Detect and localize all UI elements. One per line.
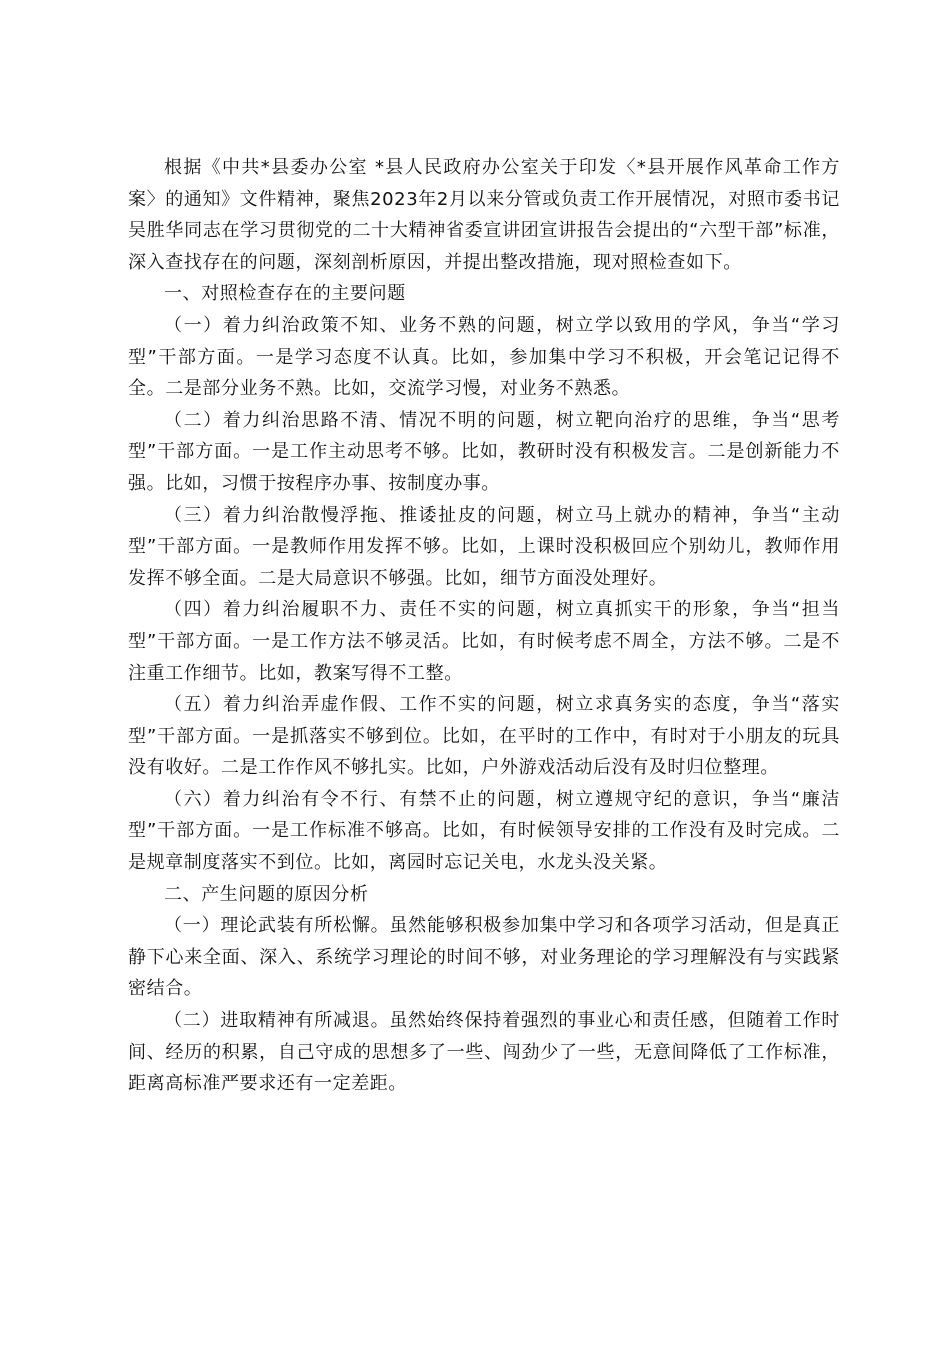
item-6-paragraph: （六）着力纠治有令不行、有禁不止的问题，树立遵规守纪的意识，争当“廉洁型”干部方面。一是工作标准不够高。比如，有时候领导安排的工作没有及时完成。二是规章制度落实不到位。比如，离园时忘记关电，水龙头没关紧。 xyxy=(128,788,840,874)
intro-paragraph: 根据《中共*县委办公室 *县人民政府办公室关于印发〈*县开展作风革命工作方案〉的通知》文件精神，聚焦2023年2月以来分管或负责工作开展情况，对照市委书记吴胜华同志在学习贯彻党的二十大精神省委宣讲团宣讲报告会提出的“六型干部”标准，深入查找存在的问题，深刻剖析原因，并提出整改措施，现对照检查如下。 xyxy=(128,157,840,273)
item-1-paragraph: （一）着力纠治政策不知、业务不熟的问题，树立学以致用的学风，争当“学习型”干部方面。一是学习态度不认真。比如，参加集中学习不积极，开会笔记记得不全。二是部分业务不熟。比如，交流学习慢，对业务不熟悉。 xyxy=(128,314,840,400)
section-2-heading: 二、产生问题的原因分析 xyxy=(164,883,369,905)
item-2-paragraph: （二）着力纠治思路不清、情况不明的问题，树立靶向治疗的思维，争当“思考型”干部方面。一是工作主动思考不够。比如，教研时没有积极发言。二是创新能力不强。比如，习惯于按程序办事、按制度办事。 xyxy=(128,409,840,494)
cause-1-paragraph: （一）理论武装有所松懈。虽然能够积极参加集中学习和各项学习活动，但是真正静下心来全面、深入、系统学习理论的时间不够，对业务理论的学习理解没有与实践紧密结合。 xyxy=(128,915,840,1000)
item-4-paragraph: （四）着力纠治履职不力、责任不实的问题，树立真抓实干的形象，争当“担当型”干部方面。一是工作方法不够灵活。比如，有时候考虑不周全，方法不够。二是不注重工作细节。比如，教案写得不工整。 xyxy=(128,599,840,684)
cause-2-paragraph: （二）进取精神有所减退。虽然始终保持着强烈的事业心和责任感，但随着工作时间、经历的积累，自己守成的思想多了一些、闯劲少了一些，无意间降低了工作标准，距离高标准严要求还有一定差距。 xyxy=(128,1010,840,1095)
document-page xyxy=(128,152,840,1100)
section-1-heading: 一、对照检查存在的主要问题 xyxy=(164,283,406,305)
item-3-paragraph: （三）着力纠治散慢浮拖、推诿扯皮的问题，树立马上就办的精神，争当“主动型”干部方面。一是教师作用发挥不够。比如，上课时没积极回应个别幼儿，教师作用发挥不够全面。二是大局意识不够强。比如，细节方面没处理好。 xyxy=(128,504,840,589)
item-5-paragraph: （五）着力纠治弄虚作假、工作不实的问题，树立求真务实的态度，争当“落实型”干部方面。一是抓落实不够到位。比如，在平时的工作中，有时对于小朋友的玩具没有收好。二是工作作风不够扎实。比如，户外游戏活动后没有及时归位整理。 xyxy=(128,694,840,779)
